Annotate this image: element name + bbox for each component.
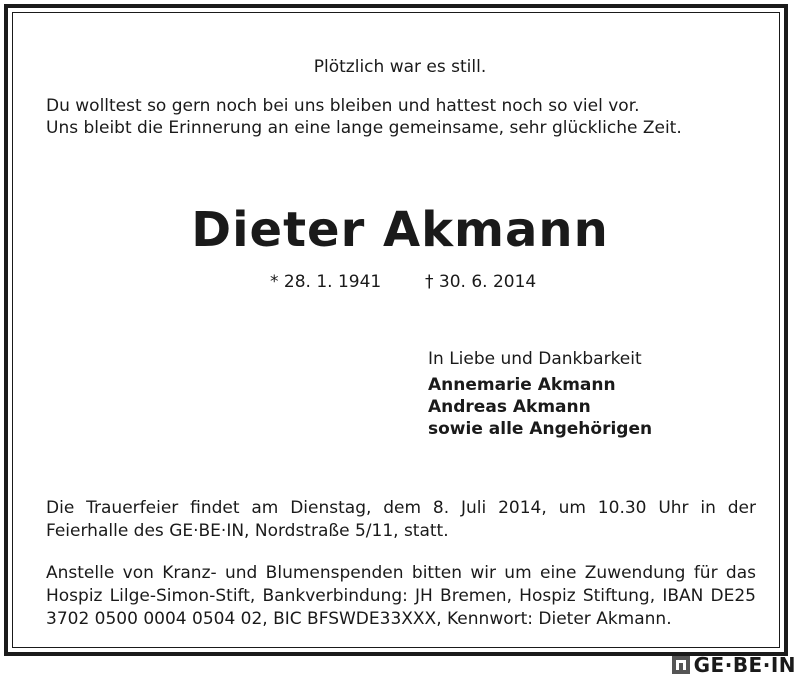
mourner-2: Andreas Akmann (428, 397, 591, 417)
mourner-1: Annemarie Akmann (428, 375, 616, 395)
gebein-logo-icon (672, 656, 690, 674)
donation-info: Anstelle von Kranz- und Blumenspenden bitten wir um eine Zuwendung für das Hospiz Lilge-Simon-Stift, Bankverbindung: JH Bremen, Hospiz Stiftung, IBAN DE25 3702 0500 0004 0504 02, BIC BFSWDE33XXX, Kennwort: Dieter Akmann. (46, 563, 756, 629)
deceased-name: Dieter Akmann (191, 202, 609, 258)
gebein-logo (672, 654, 796, 676)
text-line-2: Uns bleibt die Erinnerung an eine lange gemeinsame, sehr glückliche Zeit. (46, 118, 682, 138)
text-line-1: Du wolltest so gern noch bei uns bleiben und hattest noch so viel vor. (46, 96, 640, 116)
mourner-3: sowie alle Angehörigen (428, 419, 653, 439)
death-date: † 30. 6. 2014 (425, 272, 537, 292)
logo-text: GE·BE·IN (693, 653, 796, 677)
opening-line: Plötzlich war es still. (313, 57, 487, 77)
ceremony-info: Die Trauerfeier findet am Dienstag, dem 8. Juli 2014, um 10.30 Uhr in der Feierhalle des GE·BE·IN, Nordstraße 5/11, statt. (46, 498, 756, 541)
birth-date: * 28. 1. 1941 (270, 272, 382, 292)
farewell-text: In Liebe und Dankbarkeit (428, 349, 642, 369)
